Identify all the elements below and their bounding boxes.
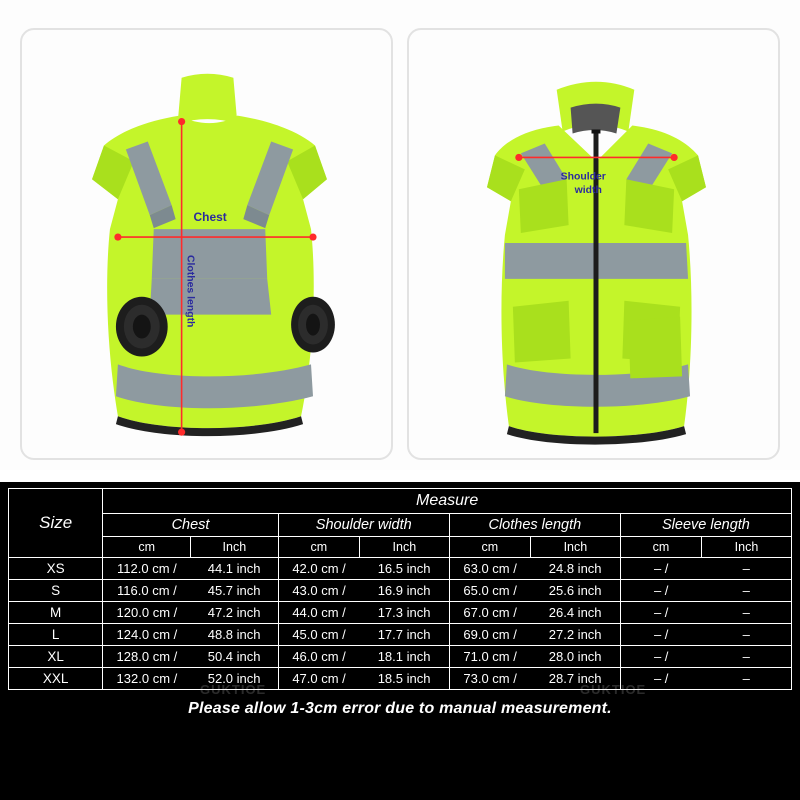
header-unit-chest-cm: cm bbox=[103, 537, 191, 558]
cell-length-cm: 67.0 cm / bbox=[449, 602, 530, 624]
size-chart-table-area bbox=[0, 482, 800, 800]
cell-sleeve-cm: – / bbox=[620, 624, 701, 646]
header-unit-length-cm: cm bbox=[449, 537, 530, 558]
unit-separator: / bbox=[170, 649, 178, 665]
cell-shoulder-cm: 47.0 cm / bbox=[278, 668, 359, 690]
cell-sleeve-cm: – / bbox=[620, 602, 701, 624]
cell-sleeve-inch: – bbox=[702, 558, 792, 580]
unit-separator: / bbox=[509, 649, 517, 665]
cell-sleeve-cm: – / bbox=[620, 668, 701, 690]
shoulder-width-annotation-label-line2: width bbox=[574, 185, 602, 197]
cell-length-inch: 27.2 inch bbox=[530, 624, 620, 646]
cell-shoulder-inch: 17.3 inch bbox=[359, 602, 449, 624]
header-group-chest: Chest bbox=[103, 514, 278, 537]
cell-length-inch: 24.8 inch bbox=[530, 558, 620, 580]
cell-size: XS bbox=[9, 558, 103, 580]
unit-separator: / bbox=[661, 561, 669, 577]
cell-shoulder-inch: 16.9 inch bbox=[359, 580, 449, 602]
header-group-clothes-length: Clothes length bbox=[449, 514, 620, 537]
unit-separator: / bbox=[169, 583, 177, 599]
unit-separator: / bbox=[661, 583, 669, 599]
cell-length-inch: 26.4 inch bbox=[530, 602, 620, 624]
watermark-right: GUKTIOE bbox=[580, 682, 647, 697]
unit-separator: / bbox=[338, 649, 346, 665]
cell-size: L bbox=[9, 624, 103, 646]
clothes-length-annotation-label: Clothes length bbox=[184, 254, 196, 328]
cell-length-cm: 73.0 cm / bbox=[449, 668, 530, 690]
cell-sleeve-inch: – bbox=[702, 668, 792, 690]
unit-separator: / bbox=[169, 561, 177, 577]
cell-shoulder-inch: 18.5 inch bbox=[359, 668, 449, 690]
unit-separator: / bbox=[338, 627, 346, 643]
cell-size: S bbox=[9, 580, 103, 602]
vest-front-illustration bbox=[22, 30, 391, 458]
table-row bbox=[9, 580, 792, 602]
table-row bbox=[9, 668, 792, 690]
unit-separator: / bbox=[170, 627, 178, 643]
cell-length-cm: 69.0 cm / bbox=[449, 624, 530, 646]
cell-chest-cm: 112.0 cm / bbox=[103, 558, 191, 580]
header-unit-sleeve-inch: Inch bbox=[702, 537, 792, 558]
table-row bbox=[9, 646, 792, 668]
cell-chest-inch: 47.2 inch bbox=[191, 602, 279, 624]
cell-chest-cm: 132.0 cm / bbox=[103, 668, 191, 690]
table-row bbox=[9, 624, 792, 646]
cell-shoulder-cm: 45.0 cm / bbox=[278, 624, 359, 646]
cell-chest-cm: 120.0 cm / bbox=[103, 602, 191, 624]
cell-chest-cm: 124.0 cm / bbox=[103, 624, 191, 646]
cell-sleeve-cm: – / bbox=[620, 646, 701, 668]
size-chart-table bbox=[8, 488, 792, 690]
unit-separator: / bbox=[338, 605, 346, 621]
chest-annotation-label: Chest bbox=[193, 210, 227, 225]
unit-separator: / bbox=[170, 671, 178, 687]
vest-zipper-illustration bbox=[409, 30, 778, 458]
table-header-measure-row bbox=[9, 489, 792, 514]
cell-size: XXL bbox=[9, 668, 103, 690]
cell-length-inch: 28.7 inch bbox=[530, 668, 620, 690]
header-unit-sleeve-cm: cm bbox=[620, 537, 701, 558]
cell-chest-inch: 48.8 inch bbox=[191, 624, 279, 646]
unit-separator: / bbox=[661, 605, 669, 621]
cell-shoulder-inch: 16.5 inch bbox=[359, 558, 449, 580]
header-unit-shoulder-inch: Inch bbox=[359, 537, 449, 558]
vest-front-photo-panel bbox=[20, 28, 393, 460]
cell-sleeve-cm: – / bbox=[620, 580, 701, 602]
watermark-left: GUKTIOE bbox=[200, 682, 267, 697]
cell-sleeve-inch: – bbox=[702, 646, 792, 668]
table-row bbox=[9, 558, 792, 580]
cell-shoulder-cm: 43.0 cm / bbox=[278, 580, 359, 602]
cell-shoulder-cm: 42.0 cm / bbox=[278, 558, 359, 580]
shoulder-width-annotation-label-line1: Shoulder bbox=[560, 171, 606, 183]
cell-size: M bbox=[9, 602, 103, 624]
cell-sleeve-inch: – bbox=[702, 624, 792, 646]
cell-shoulder-inch: 17.7 inch bbox=[359, 624, 449, 646]
cell-shoulder-cm: 44.0 cm / bbox=[278, 602, 359, 624]
cell-length-inch: 25.6 inch bbox=[530, 580, 620, 602]
unit-separator: / bbox=[170, 605, 178, 621]
header-unit-length-inch: Inch bbox=[530, 537, 620, 558]
cell-chest-inch: 45.7 inch bbox=[191, 580, 279, 602]
cell-chest-inch: 52.0 inch bbox=[191, 668, 279, 690]
unit-separator: / bbox=[509, 561, 517, 577]
unit-separator: / bbox=[338, 671, 346, 687]
cell-sleeve-cm: – / bbox=[620, 558, 701, 580]
cell-chest-inch: 50.4 inch bbox=[191, 646, 279, 668]
header-unit-shoulder-cm: cm bbox=[278, 537, 359, 558]
header-measure: Measure bbox=[103, 489, 792, 514]
table-header-group-row bbox=[9, 514, 792, 537]
cell-shoulder-inch: 18.1 inch bbox=[359, 646, 449, 668]
unit-separator: / bbox=[509, 583, 517, 599]
cell-sleeve-inch: – bbox=[702, 602, 792, 624]
cell-length-inch: 28.0 inch bbox=[530, 646, 620, 668]
cell-chest-cm: 128.0 cm / bbox=[103, 646, 191, 668]
unit-separator: / bbox=[661, 649, 669, 665]
unit-separator: / bbox=[338, 561, 346, 577]
cell-shoulder-cm: 46.0 cm / bbox=[278, 646, 359, 668]
cell-size: XL bbox=[9, 646, 103, 668]
header-group-shoulder-width: Shoulder width bbox=[278, 514, 449, 537]
vest-front-zipper-photo-panel bbox=[407, 28, 780, 460]
header-size: Size bbox=[9, 489, 103, 558]
header-group-sleeve-length: Sleeve length bbox=[620, 514, 791, 537]
measurement-note: Please allow 1-3cm error due to manual measurement. bbox=[188, 700, 612, 718]
cell-chest-inch: 44.1 inch bbox=[191, 558, 279, 580]
cell-sleeve-inch: – bbox=[702, 580, 792, 602]
unit-separator: / bbox=[509, 627, 517, 643]
unit-separator: / bbox=[509, 671, 517, 687]
cell-length-cm: 71.0 cm / bbox=[449, 646, 530, 668]
unit-separator: / bbox=[509, 605, 517, 621]
cell-length-cm: 65.0 cm / bbox=[449, 580, 530, 602]
header-unit-chest-inch: Inch bbox=[191, 537, 279, 558]
cell-length-cm: 63.0 cm / bbox=[449, 558, 530, 580]
table-row bbox=[9, 602, 792, 624]
table-header-unit-row bbox=[9, 537, 792, 558]
unit-separator: / bbox=[661, 671, 669, 687]
unit-separator: / bbox=[661, 627, 669, 643]
cell-chest-cm: 116.0 cm / bbox=[103, 580, 191, 602]
unit-separator: / bbox=[338, 583, 346, 599]
